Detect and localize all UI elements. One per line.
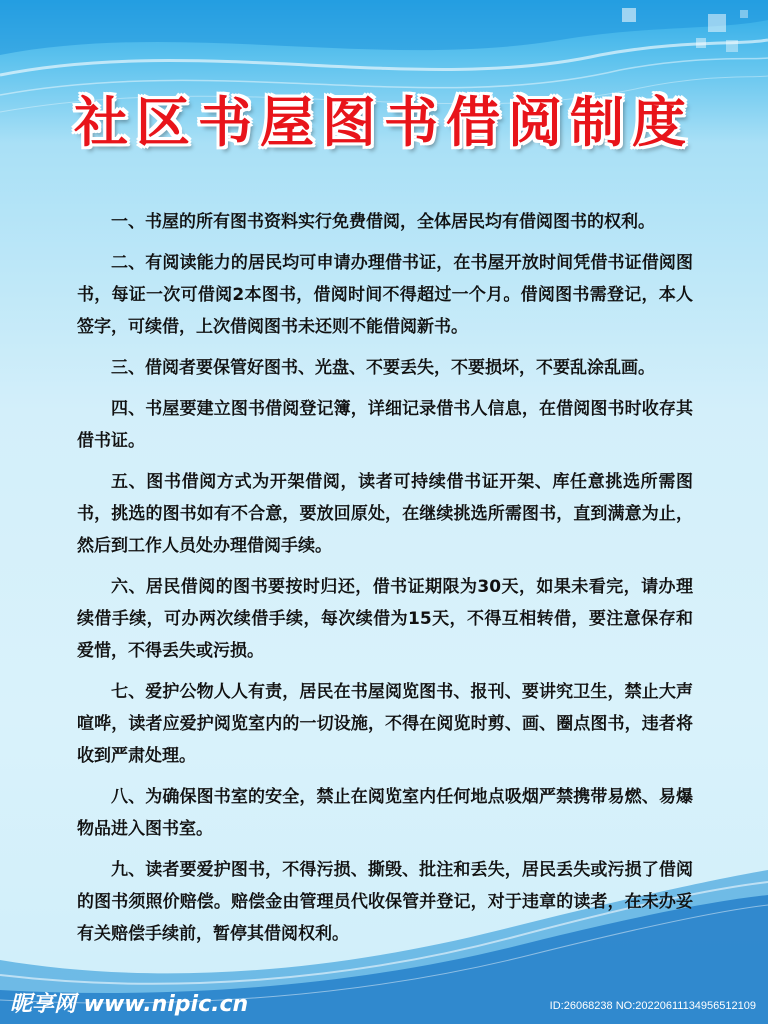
rule-paragraph: 九、读者要爱护图书，不得污损、撕毁、批注和丢失，居民丢失或污损了借阅的图书须照价赔偿。赔偿金由管理员代收保管并登记，对于违章的读者，在未办妥有关赔偿手续前，暂停其借阅权利。 <box>77 860 693 944</box>
rule-paragraph: 六、居民借阅的图书要按时归还，借书证期限为30天，如果未看完，请办理续借手续，可办两次续借手续，每次续借为15天，不得互相转借，要注意保存和爱惜，不得丢失或污损。 <box>77 577 693 661</box>
rule-paragraph: 八、为确保图书室的安全，禁止在阅览室内任何地点吸烟严禁携带易燃、易爆物品进入图书室。 <box>77 787 693 839</box>
rule-paragraph: 四、书屋要建立图书借阅登记簿，详细记录借书人信息，在借阅图书时收存其借书证。 <box>77 399 693 451</box>
rule-paragraph: 七、爱护公物人人有责，居民在书屋阅览图书、报刊、要讲究卫生，禁止大声喧哗，读者应爱护阅览室内的一切设施，不得在阅览时剪、画、圈点图书，违者将收到严肃处理。 <box>77 682 693 766</box>
rule-paragraph: 三、借阅者要保管好图书、光盘、不要丢失，不要损坏，不要乱涂乱画。 <box>111 358 655 378</box>
rules-list <box>77 206 693 959</box>
image-id-text: ID:26068238 NO:20220611134956512109 <box>549 1000 756 1012</box>
watermark-logo: 昵享网 www.nipic.cn <box>10 992 249 1017</box>
rule-paragraph: 一、书屋的所有图书资料实行免费借阅，全体居民均有借阅图书的权利。 <box>111 212 655 232</box>
page-title: 社区书屋图书借阅制度 <box>74 91 694 154</box>
rule-paragraph: 二、有阅读能力的居民均可申请办理借书证，在书屋开放时间凭借书证借阅图书，每证一次可借阅2本图书，借阅时间不得超过一个月。借阅图书需登记，本人签字，可续借，上次借阅图书未还则不能借阅新书。 <box>77 253 693 337</box>
rule-paragraph: 五、图书借阅方式为开架借阅，读者可持续借书证开架、库任意挑选所需图书，挑选的图书如有不合意，要放回原处，在继续挑选所需图书，直到满意为止，然后到工作人员处办理借阅手续。 <box>77 472 693 556</box>
